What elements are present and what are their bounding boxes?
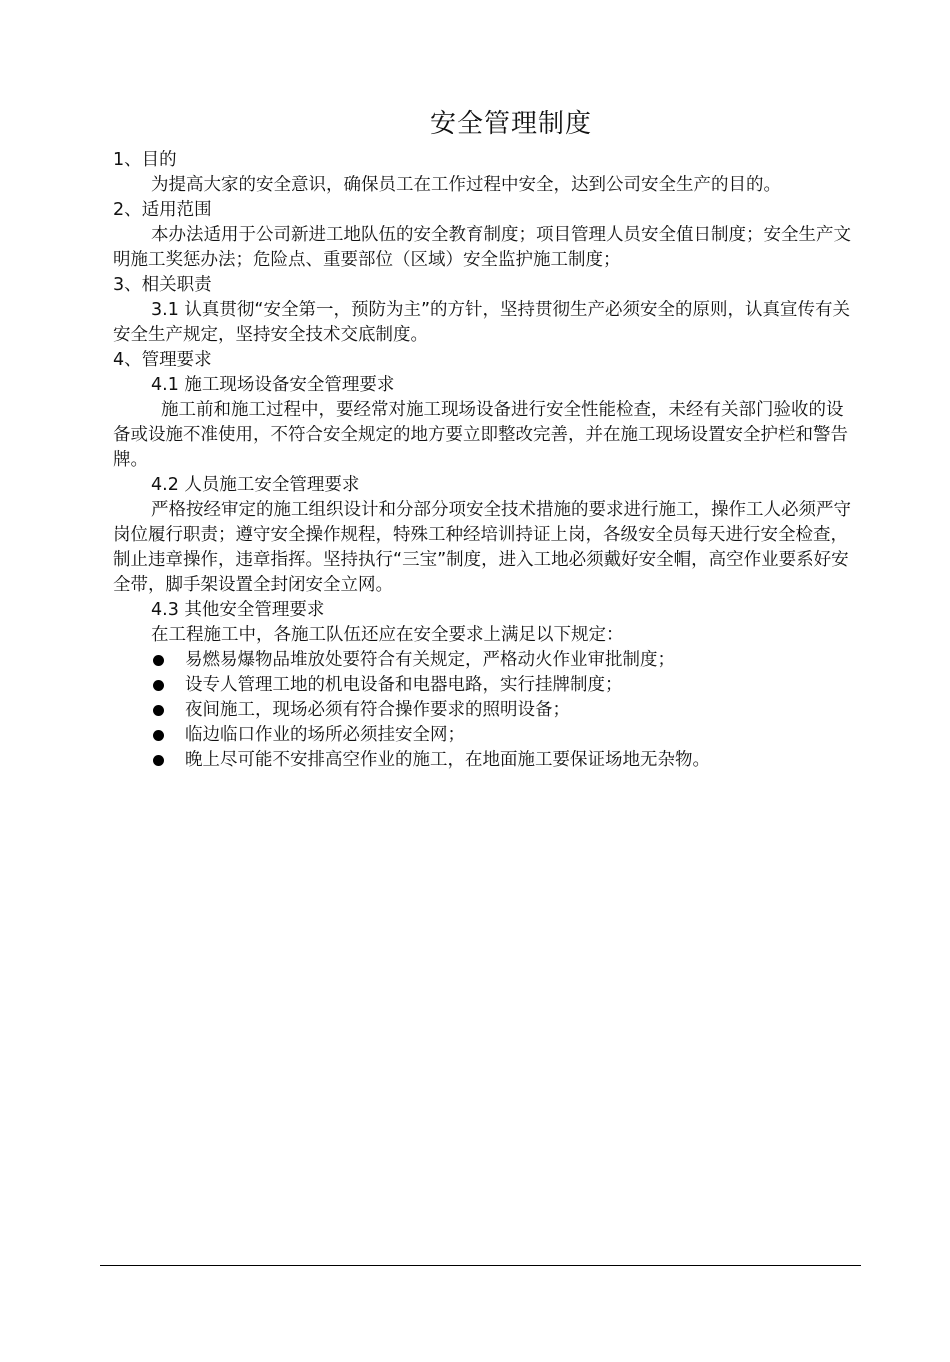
- subsection-heading-other: 4.3 其他安全管理要求: [151, 600, 325, 620]
- requirements-bullet-list: [113, 648, 853, 773]
- section-paragraph-scope: 本办法适用于公司新进工地队伍的安全教育制度；项目管理人员安全值日制度；安全生产文明施工奖惩办法；危险点、重要部位（区域）安全监护施工制度；: [113, 225, 851, 270]
- list-item: [113, 673, 853, 698]
- document-body: [113, 148, 853, 773]
- list-item-text: 易燃易爆物品堆放处要符合有关规定，严格动火作业审批制度；: [185, 650, 675, 670]
- list-item: [113, 648, 853, 673]
- list-item: [113, 698, 853, 723]
- list-item-text: 临边临口作业的场所必须挂安全网；: [185, 725, 465, 745]
- bullet-icon: [153, 730, 164, 741]
- bullet-icon: [153, 680, 164, 691]
- subsection-paragraph-equipment: 施工前和施工过程中，要经常对施工现场设备进行安全性能检查，未经有关部门验收的设备或设施不准使用，不符合安全规定的地方要立即整改完善，并在施工现场设置安全护栏和警告牌。: [113, 400, 848, 470]
- subsection-heading-equipment: 4.1 施工现场设备安全管理要求: [151, 375, 395, 395]
- list-item: [113, 748, 853, 773]
- bullet-icon: [153, 655, 164, 666]
- bullet-icon: [153, 755, 164, 766]
- footer-divider: [100, 1265, 861, 1266]
- section-heading-requirements: 4、管理要求: [113, 350, 212, 370]
- subsection-heading-personnel: 4.2 人员施工安全管理要求: [151, 475, 360, 495]
- section-heading-purpose: 1、目的: [113, 150, 177, 170]
- section-paragraph-purpose: 为提高大家的安全意识，确保员工在工作过程中安全，达到公司安全生产的目的。: [151, 175, 781, 195]
- subsection-intro-other: 在工程施工中，各施工队伍还应在安全要求上满足以下规定：: [151, 625, 624, 645]
- section-heading-responsibilities: 3、相关职责: [113, 275, 212, 295]
- list-item-text: 晚上尽可能不安排高空作业的施工，在地面施工要保证场地无杂物。: [185, 750, 710, 770]
- list-item-text: 设专人管理工地的机电设备和电器电路，实行挂牌制度；: [185, 675, 623, 695]
- section-heading-scope: 2、适用范围: [113, 200, 212, 220]
- bullet-icon: [153, 705, 164, 716]
- document-title: 安全管理制度: [429, 109, 592, 139]
- list-item-text: 夜间施工，现场必须有符合操作要求的照明设备；: [185, 700, 570, 720]
- section-paragraph-responsibilities: 3.1 认真贯彻“安全第一，预防为主”的方针，坚持贯彻生产必须安全的原则，认真宣传有关安全生产规定，坚持安全技术交底制度。: [113, 300, 851, 345]
- list-item: [113, 723, 853, 748]
- subsection-paragraph-personnel: 严格按经审定的施工组织设计和分部分项安全技术措施的要求进行施工，操作工人必须严守岗位履行职责；遵守安全操作规程，特殊工种经培训持证上岗，各级安全员每天进行安全检查，制止违章操作，违章指挥。坚持执行“三宝”制度，进入工地必须戴好安全帽，高空作业要系好安全带，脚手架设置全封闭安全立网。: [113, 500, 851, 595]
